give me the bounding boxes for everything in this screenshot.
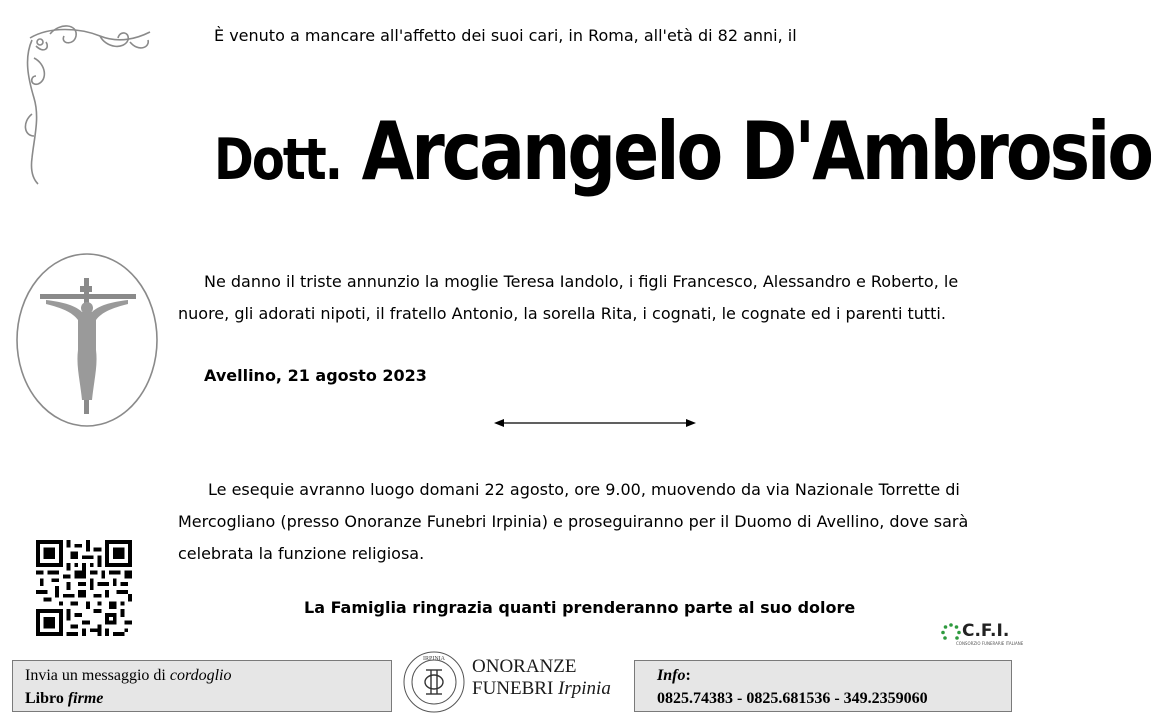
funeral-home-name: [472, 656, 611, 700]
guestbook-link[interactable]: [25, 687, 379, 710]
double-arrow-divider-icon: [494, 416, 696, 430]
dateline: Avellino, 21 agosto 2023: [204, 366, 427, 385]
logo-ring-text: IRPINIA: [423, 656, 445, 662]
company-line2-a: FUNEBRI: [472, 678, 554, 699]
phone-numbers[interactable]: 0825.74383 - 0825.681536 - 349.2359060: [657, 690, 928, 707]
corner-ornament-icon: [20, 18, 155, 186]
guestbook-prefix: Libro: [25, 690, 64, 707]
deceased-name: [214, 106, 1151, 200]
funeral-notice: Le esequie avranno luogo domani 22 agosto, ore 9.00, muovendo da via Nazionale Torrette di Mercogliano (presso Onoranze Funebri Irpinia) e proseguiranno per il Duomo di Avellino, dove sarà celebrata la funzione religiosa.: [178, 480, 969, 563]
qr-code-icon[interactable]: [36, 540, 132, 636]
cfi-logo: [940, 620, 1024, 648]
funeral-home-logo-icon: [402, 650, 466, 714]
condolence-link[interactable]: [25, 664, 379, 687]
cfi-logo-subtext: CONSORZIO FUNERARIE ITALIANE: [956, 641, 1024, 646]
cfi-logo-text: C.F.I.: [962, 621, 1010, 641]
company-line1: ONORANZE: [472, 656, 577, 677]
deceased-fullname: Arcangelo D'Ambrosio: [361, 106, 1151, 200]
family-thanks: La Famiglia ringrazia quanti prenderanno parte al suo dolore: [304, 598, 856, 617]
condolence-prefix: Invia un messaggio di: [25, 667, 166, 684]
crucifix-icon: [14, 250, 160, 430]
company-line2: [472, 678, 611, 700]
condolence-box[interactable]: [12, 660, 392, 712]
company-line2-b: Irpinia: [558, 678, 611, 699]
condolence-word: cordoglio: [169, 667, 232, 684]
deceased-title: Dott.: [214, 127, 341, 194]
guestbook-word: firme: [67, 690, 104, 707]
info-box: Info: 0825.74383 - 0825.681536 - 349.2359060: [634, 660, 1012, 712]
intro-text: È venuto a mancare all'affetto dei suoi cari, in Roma, all'età di 82 anni, il: [214, 26, 797, 45]
family-notice: Ne danno il triste annunzio la moglie Teresa Iandolo, i figli Francesco, Alessandro e Roberto, le nuore, gli adorati nipoti, il fratello Antonio, la sorella Rita, i cognati, le cognate ed i parenti tutti.: [178, 272, 959, 323]
info-label: Info: [657, 667, 686, 684]
